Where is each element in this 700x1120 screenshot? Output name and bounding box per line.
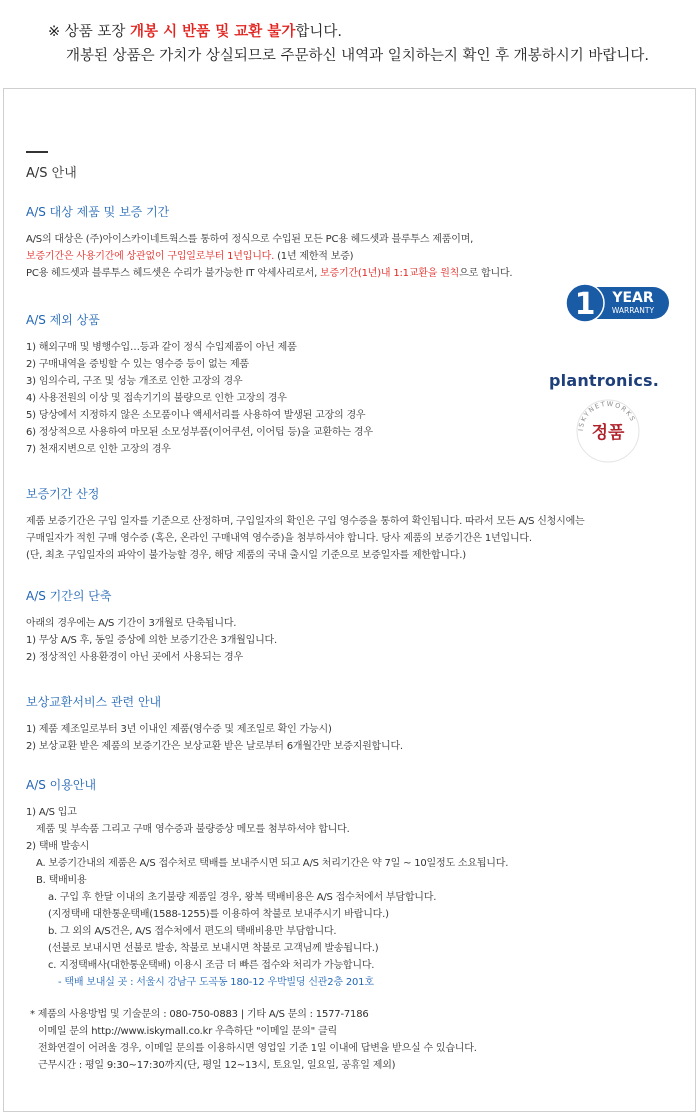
- usage-line-1: 1) A/S 입고: [26, 807, 77, 818]
- contact-line-2: 이메일 문의 http://www.iskymall.co.kr 우측하단 "이메일 문의" 클릭: [38, 1026, 337, 1037]
- section-title-warranty-calc: 보증기간 산정: [26, 487, 100, 501]
- contact-line-4: 근무시간 : 평일 9:30~17:30까지(단, 평일 12~13시, 토요일, 일요일, 공휴일 제외): [38, 1060, 396, 1071]
- notice-banner: [0, 0, 700, 86]
- target-line-3-highlight: 보증기간(1년)내 1:1교환을 원칙: [320, 268, 460, 279]
- usage-line-2: 제품 및 부속품 그리고 구매 영수증과 불량증상 메모를 첨부하셔야 합니다.: [36, 824, 350, 835]
- shipping-address: - 택배 보내실 곳 : 서울시 강남구 도곡동 180-12 우박빌딩 신관2층 201호: [58, 977, 374, 988]
- target-line-2: [26, 247, 353, 262]
- warranty-calc-line-1: 제품 보증기간은 구입 일자를 기준으로 산정하며, 구입일자의 확인은 구입 영수증을 통하여 확인됩니다. 따라서 모든 A/S 신청시에는: [26, 516, 585, 527]
- notice-highlight: 개봉 시 반품 및 교환 불가: [130, 24, 296, 40]
- genuine-seal: [575, 398, 641, 464]
- target-line-2-highlight: 보증기간은 사용기간에 상관없이 구입일로부터 1년입니다.: [26, 251, 275, 262]
- target-line-1: A/S의 대상은 (주)아이스카이네트웍스를 통하여 정식으로 수입된 모든 PC용 헤드셋과 블루투스 제품이며,: [26, 234, 474, 245]
- shorten-line-2: 1) 무상 A/S 후, 동일 증상에 의한 보증기간은 3개월입니다.: [26, 635, 277, 646]
- page-title: A/S 안내: [26, 166, 77, 181]
- excluded-item: 2) 구매내역을 증빙할 수 있는 영수증 등이 없는 제품: [26, 359, 249, 370]
- badge-year-number: 1: [574, 287, 596, 322]
- usage-line-7: (지정택배 대한통운택배(1588-1255)를 이용하여 착불로 보내주시기 바랍니다.): [48, 909, 389, 920]
- target-line-3-b: 으로 합니다.: [459, 268, 513, 279]
- notice-line-2: 개봉된 상품은 가치가 상실되므로 주문하신 내역과 일치하는지 확인 후 개봉하시기 바랍니다.: [66, 48, 649, 64]
- notice-line-1: [48, 20, 342, 41]
- section-title-shorten: A/S 기간의 단축: [26, 589, 112, 603]
- target-line-2-rest: (1년 제한적 보증): [274, 251, 354, 262]
- badge-warranty-word: WARRANTY: [611, 306, 655, 315]
- one-year-warranty-badge: [565, 283, 671, 323]
- warranty-calc-line-2: 구매일자가 적힌 구매 영수증 (혹은, 온라인 구매내역 영수증)을 첨부하셔야 합니다. 당사 제품의 보증기간은 1년입니다.: [26, 533, 532, 544]
- excluded-item: 3) 임의수리, 구조 및 성능 개조로 인한 고장의 경우: [26, 376, 243, 387]
- usage-line-4: A. 보증기간내의 제품은 A/S 접수처로 택배를 보내주시면 되고 A/S 처리기간은 약 7일 ~ 10일정도 소요됩니다.: [36, 858, 509, 869]
- plantronics-logo: plantronics.: [549, 371, 660, 390]
- badge-year-word: YEAR: [612, 290, 654, 306]
- usage-line-9: (선불로 보내시면 선불로 발송, 착불로 보내시면 착불로 고객님께 발송됩니다.): [48, 943, 379, 954]
- notice-suffix: 합니다.: [295, 24, 342, 40]
- seal-text: 정품: [591, 423, 625, 443]
- exchange-line-2: 2) 보상교환 받은 제품의 보증기간은 보상교환 받은 날로부터 6개월간만 보증지원합니다.: [26, 741, 403, 752]
- title-rule: [26, 151, 48, 153]
- section-title-excluded: A/S 제외 상품: [26, 313, 100, 327]
- usage-line-8: b. 그 외의 A/S건은, A/S 접수처에서 편도의 택배비용만 부담합니다.: [48, 926, 337, 937]
- exchange-line-1: 1) 제품 제조일로부터 3년 이내인 제품(영수증 및 제조일로 확인 가능시): [26, 724, 332, 735]
- target-line-3: [26, 264, 512, 279]
- section-title-exchange: 보상교환서비스 관련 안내: [26, 695, 162, 709]
- contact-line-3: 전화연결이 어려울 경우, 이메일 문의를 이용하시면 영업일 기준 1일 이내에 답변을 받으실 수 있습니다.: [38, 1043, 477, 1054]
- usage-line-3: 2) 택배 발송시: [26, 841, 90, 852]
- seal-ring-text: ISKYNETWORKS: [576, 399, 638, 432]
- excluded-item: 1) 해외구매 및 병행수입…등과 같이 정식 수입제품이 아닌 제품: [26, 342, 297, 353]
- notice-prefix: ※ 상품 포장: [48, 24, 131, 40]
- shorten-line-3: 2) 정상적인 사용환경이 아닌 곳에서 사용되는 경우: [26, 652, 243, 663]
- shorten-line-1: 아래의 경우에는 A/S 기간이 3개월로 단축됩니다.: [26, 618, 237, 629]
- section-title-target: A/S 대상 제품 및 보증 기간: [26, 205, 170, 219]
- excluded-item: 6) 정상적으로 사용하여 마모된 소모성부품(이어쿠션, 이어팁 등)을 교환하는 경우: [26, 427, 373, 438]
- contact-line-1: * 제품의 사용방법 및 기술문의 : 080-750-0883 | 기타 A/S 문의 : 1577-7186: [30, 1009, 369, 1020]
- usage-line-10: c. 지정택배사(대한통운택배) 이용시 조금 더 빠른 접수와 처리가 가능합니다.: [48, 960, 375, 971]
- target-line-3-a: PC용 헤드셋과 블루투스 헤드셋은 수리가 불가능한 IT 악세사리로서,: [26, 268, 321, 279]
- warranty-calc-line-3: (단, 최초 구입일자의 파악이 불가능할 경우, 해당 제품의 국내 출시일 기준으로 보증일자를 제한합니다.): [26, 550, 466, 561]
- excluded-item: 4) 사용전원의 이상 및 접속기기의 불량으로 인한 고장의 경우: [26, 393, 287, 404]
- excluded-item: 5) 당상에서 지정하지 않은 소모품이나 액세서리를 사용하여 발생된 고장의 경우: [26, 410, 366, 421]
- usage-line-5: B. 택배비용: [36, 875, 87, 886]
- section-title-usage: A/S 이용안내: [26, 778, 97, 792]
- excluded-item: 7) 천재지변으로 인한 고장의 경우: [26, 444, 171, 455]
- usage-line-6: a. 구입 후 한달 이내의 초기불량 제품일 경우, 왕복 택배비용은 A/S 접수처에서 부담합니다.: [48, 892, 437, 903]
